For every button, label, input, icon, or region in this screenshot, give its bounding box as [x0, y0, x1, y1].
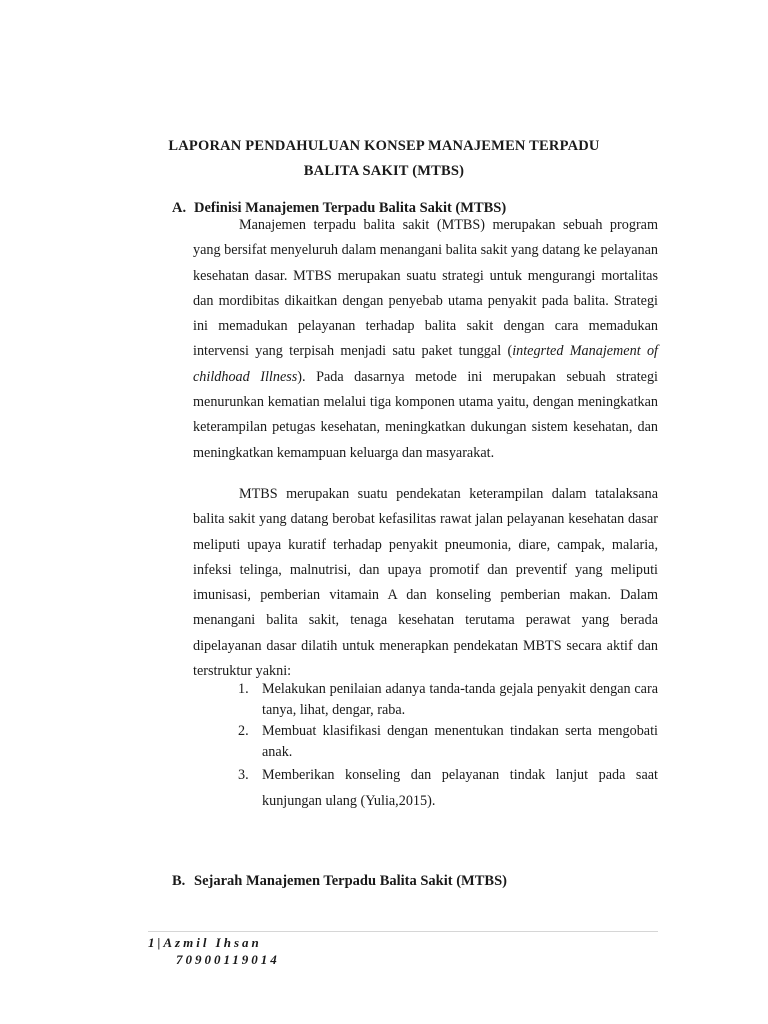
footer-page-author: 1|Azmil Ihsan: [148, 935, 262, 950]
list-item-text: Membuat klasifikasi dengan menentukan tindakan serta mengobati anak.: [262, 723, 658, 760]
section-a-paragraph-1: [193, 213, 658, 466]
list-item: [238, 721, 658, 763]
list-item: [238, 762, 658, 814]
document-title-line-2: BALITA SAKIT (MTBS): [303, 163, 465, 179]
section-a-paragraph-2: [193, 482, 658, 684]
document-title-line-1: LAPORAN PENDAHULUAN KONSEP MANAJEMEN TERPADU: [168, 138, 600, 154]
list-item-number: 2.: [238, 723, 249, 739]
para1-before: Manajemen terpadu balita sakit (MTBS) merupakan sebuah program yang bersifat menyeluruh dalam menangani balita sakit yang datang ke pelayanan kesehatan dasar. MTBS merupakan suatu strategi untuk mengurangi mortalitas dan mordibitas dikaitkan dengan penyebab utama penyakit pada balita. Strategi ini memadukan pelayanan terhadap balita sakit dengan cara memadukan intervensi yang terpisah menjadi satu paket tunggal (: [193, 217, 658, 360]
section-b-heading-text: Sejarah Manajemen Terpadu Balita Sakit (MTBS): [194, 873, 507, 889]
list-item-text: Melakukan penilaian adanya tanda-tanda gejala penyakit dengan cara tanya, lihat, dengar, raba.: [262, 681, 658, 718]
list-item-number: 1.: [238, 681, 249, 697]
list-item-text: Memberikan konseling dan pelayanan tindak lanjut pada saat kunjungan ulang (Yulia,2015).: [262, 767, 658, 809]
section-b-heading: [172, 873, 507, 890]
section-a-letter: A.: [172, 200, 187, 216]
list-item: [238, 679, 658, 721]
footer-student-id: 70900119014: [176, 952, 280, 967]
section-b-letter: B.: [172, 873, 186, 889]
page-footer: [148, 934, 280, 968]
list-item-number: 3.: [238, 767, 249, 783]
para1-after: ). Pada dasarnya metode ini merupakan sebuah strategi menurunkan kematian melalui tiga komponen utama yaitu, dengan meningkatkan keterampilan petugas kesehatan, meningkatkan dukungan sistem kesehatan, dan meningkatkan kemampuan keluarga dan masyarakat.: [193, 368, 658, 461]
para2-text: MTBS merupakan suatu pendekatan keterampilan dalam tatalaksana balita sakit yang datang berobat kefasilitas rawat jalan pelayanan kesehatan dasar meliputi upaya kuratif terhadap penyakit pneumonia, diare, campak, malaria, infeksi telinga, malnutrisi, dan upaya promotif dan preventif yang meliputi imunisasi, pemberian vitamain A dan konseling pemberian makan. Dalam menangani balita sakit, tenaga kesehatan terutama perawat yang berada dipelayanan dasar dilatih untuk menerapkan pendekatan MBTS secara aktif dan terstruktur yakni:: [193, 486, 658, 680]
footer-divider: [148, 931, 658, 932]
section-a-heading-text: Definisi Manajemen Terpadu Balita Sakit (MTBS): [194, 200, 507, 216]
para1-italic-term: integrted Manajement of childhoad Illness: [193, 343, 658, 385]
